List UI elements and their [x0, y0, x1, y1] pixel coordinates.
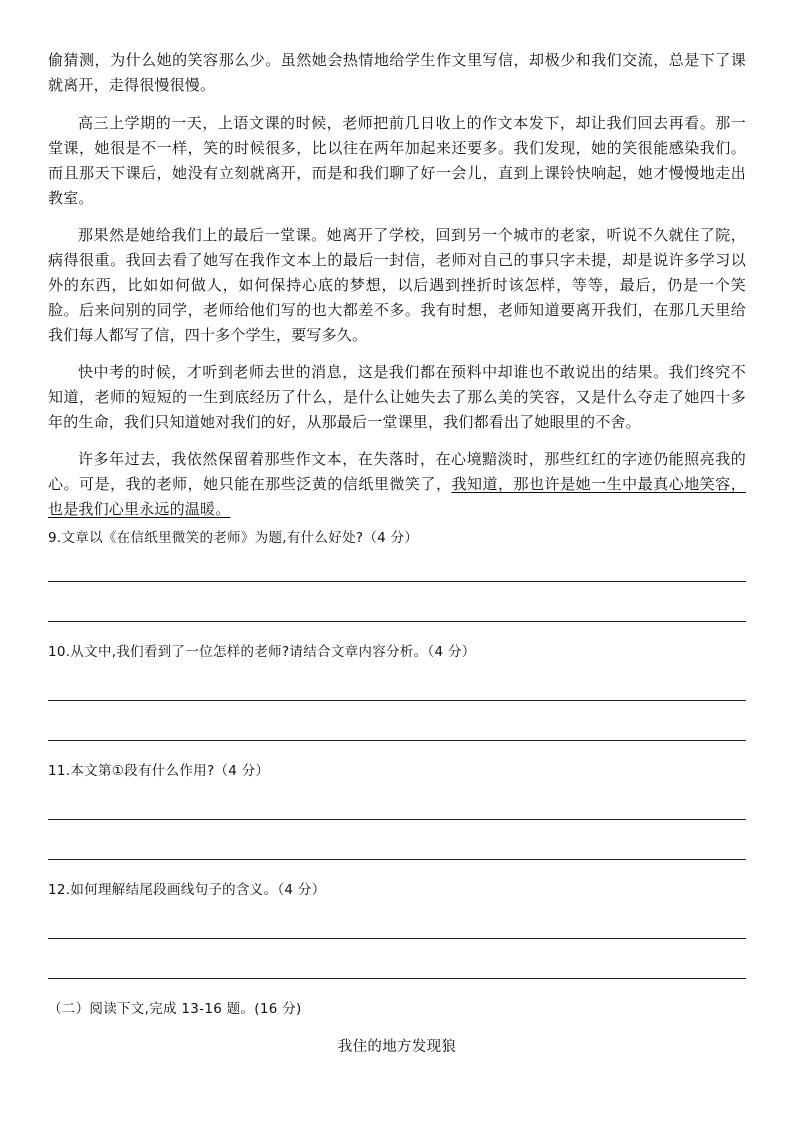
question-12-block: [48, 880, 746, 979]
answer-line[interactable]: [48, 978, 746, 979]
answer-line[interactable]: [48, 700, 746, 701]
section-heading: （二）阅读下文,完成 13-16 题。(16 分): [48, 1001, 302, 1017]
answer-line[interactable]: [48, 621, 746, 622]
answer-line[interactable]: [48, 581, 746, 582]
answer-line[interactable]: [48, 859, 746, 860]
conclusion-plain-text: 许多年过去，我依然保留着那些作文本，在失落时，在心境黯淡时，那些红红的字迹仍能照亮我的心。可是，我的老师，她只能在那些泛黄的信纸里微笑了，: [48, 450, 746, 493]
paragraph-passing: 快中考的时候，才听到老师去世的消息，这是我们都在预料中却谁也不敢说出的结果。我们终究不知道，老师的短短的一生到底经历了什么，是什么让她失去了那么美的笑容，又是什么夺走了她四十多年的生命，我们只知道她对我们的好，从那最后一堂课里，我们都看出了她眼里的不舍。: [48, 363, 746, 431]
paragraph-continued: 偷猜测，为什么她的笑容那么少。虽然她会热情地给学生作文里写信，却极少和我们交流，总是下了课就离开，走得很慢很慢。: [48, 51, 746, 94]
paragraph-final-letter: 那果然是她给我们上的最后一堂课。她离开了学校，回到另一个城市的老家，听说不久就住了院，病得很重。我回去看了她写在我作文本上的最后一封信，老师对自己的事只字未提，却是说许多学习以外的东西，比如如何做人，如何保持心底的梦想，以后遇到挫折时该怎样，等等，最后，仍是一个笑脸。后来问别的同学，老师给他们写的也大都差不多。我有时想，老师知道要离开我们，在那几天里给我们每人都写了信，四十多个学生，要写多久。: [48, 226, 746, 344]
question-9: 9.文章以《在信纸里微笑的老师》为题,有什么好处?（4 分）: [48, 530, 419, 546]
question-11: 11.本文第①段有什么作用?（4 分）: [48, 763, 270, 779]
answer-line[interactable]: [48, 819, 746, 820]
article-title: 我住的地方发现狼: [337, 1039, 457, 1055]
question-10: 10.从文中,我们看到了一位怎样的老师?请结合文章内容分析。（4 分）: [48, 644, 476, 660]
question-12: 12.如何理解结尾段画线句子的含义。（4 分）: [48, 882, 326, 898]
underlined-sentence: 我知道，那也许是她一生中最真心地笑容，也是我们心里永远的温暖。: [48, 475, 746, 518]
paragraph-last-class: 高三上学期的一天，上语文课的时候，老师把前几日收上的作文本发下，却让我们回去再看。那一堂课，她很是不一样，笑的时候很多，比以往在两年加起来还要多。我们发现，她的笑很能感染我们。而且那天下课后，她没有立刻就离开，而是和我们聊了好一会儿，直到上课铃快响起，她才慢慢地走出教室。: [48, 114, 746, 207]
document-page: [48, 48, 746, 1056]
paragraph-conclusion: [48, 447, 746, 522]
question-9-block: [48, 528, 746, 622]
answer-line[interactable]: [48, 938, 746, 939]
question-11-block: [48, 761, 746, 860]
answer-line[interactable]: [48, 740, 746, 741]
question-10-block: [48, 642, 746, 741]
